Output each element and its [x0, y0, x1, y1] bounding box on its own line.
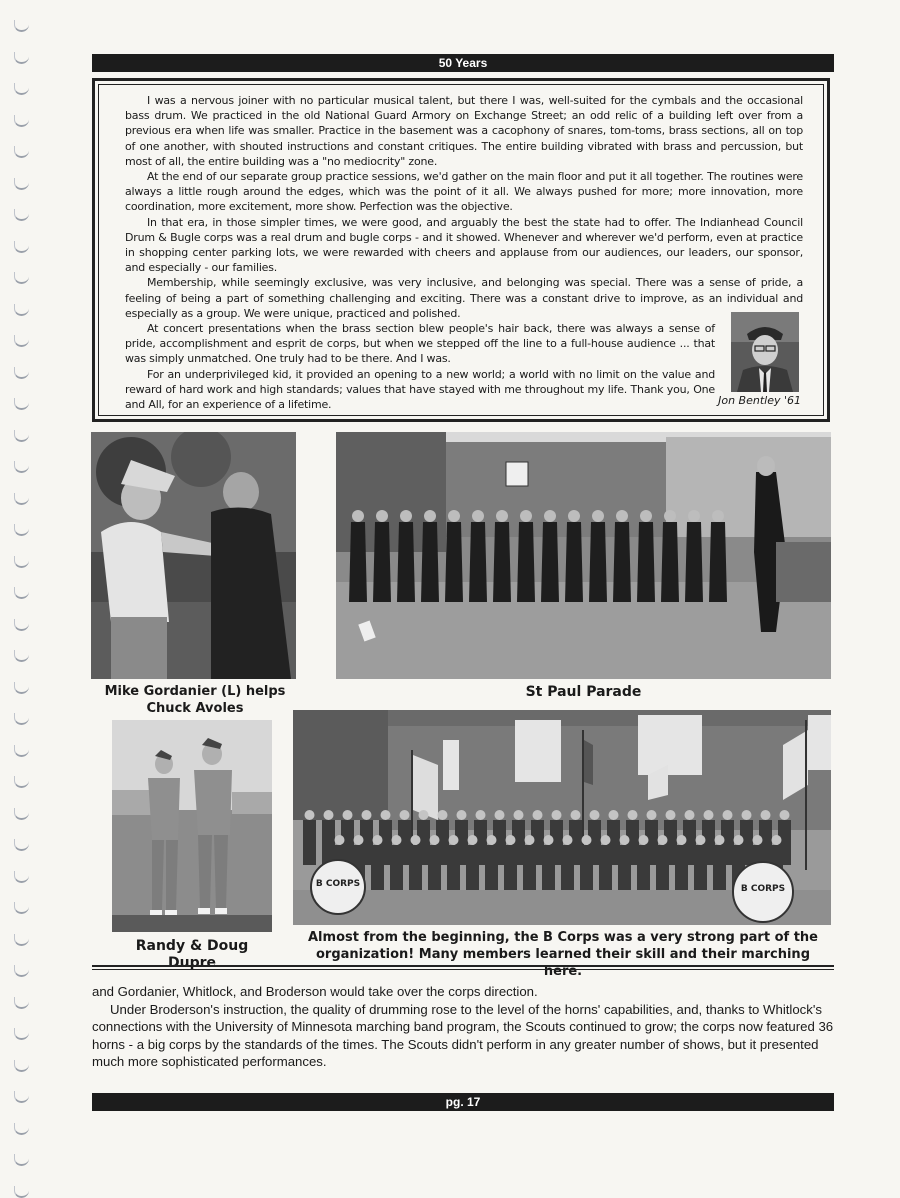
binding-ring: [14, 1028, 29, 1040]
corps-member: [303, 820, 316, 865]
binding-ring: [14, 1186, 29, 1198]
corps-member: [713, 845, 726, 890]
corps-member-head: [723, 810, 733, 820]
corps-member: [618, 845, 631, 890]
binding-ring: [14, 272, 29, 284]
corps-member-head: [343, 810, 353, 820]
caption-randy-doug-dupre: Randy & Doug Dupre: [135, 938, 249, 971]
essay-signature: Jon Bentley '61: [718, 394, 801, 407]
corps-member-head: [704, 810, 714, 820]
corps-member: [428, 845, 441, 890]
corps-member: [561, 845, 574, 890]
corps-member-head: [563, 835, 573, 845]
binding-ring: [14, 367, 29, 379]
body-text: [92, 983, 834, 1071]
randy-doug-dupre-photo: [112, 720, 272, 932]
binding-ring: [14, 556, 29, 568]
marcher-figure: [565, 522, 583, 602]
corps-member-head: [639, 835, 649, 845]
binding-ring: [14, 808, 29, 820]
page-footer-bar: [92, 1093, 834, 1111]
binding-ring: [14, 965, 29, 977]
corps-member: [371, 845, 384, 890]
corps-member-head: [761, 810, 771, 820]
corps-member-head: [628, 810, 638, 820]
corps-member: [675, 845, 688, 890]
corps-member-head: [571, 810, 581, 820]
binding-ring: [14, 335, 29, 347]
b-corps-group-photo: [293, 710, 831, 925]
binding-ring: [14, 650, 29, 662]
corps-member-head: [449, 835, 459, 845]
essay-paragraph-1: I was a nervous joiner with no particular musical talent, but there I was, well-suited for the cymbals and the occasional bass drum. We practiced in the old National Guard Armory on Exchange Street; an odd relic of a building left over from a previous era when life was smaller. Practice in the basement was a cacophony of snares, tom-toms, brass sections, all on top of one another, with shouted instructions and constant critiques. The entire building vibrated with brass and percussion, but most of all, the entire building was a "no mediocrity" zone.: [125, 94, 803, 168]
corps-member-head: [373, 835, 383, 845]
corps-member-head: [468, 835, 478, 845]
marcher-head: [496, 510, 508, 522]
spiral-binding: [14, 20, 36, 1140]
marcher-head: [352, 510, 364, 522]
binding-ring: [14, 1091, 29, 1103]
corps-member-head: [742, 810, 752, 820]
binding-ring: [14, 52, 29, 64]
corps-member-head: [362, 810, 372, 820]
essay-paragraph-4: Membership, while seemingly exclusive, was very inclusive, and belonging was special. There was a sense of pride, a feeling of being a part of something challenging and exciting. There was a constant drive to improve, as an individual and especially as a group. We were unique, practiced and polished.: [125, 276, 803, 320]
binding-ring: [14, 1060, 29, 1072]
corps-member-head: [495, 810, 505, 820]
st-paul-parade-photo: [336, 432, 831, 679]
marcher-figure: [637, 522, 655, 602]
corps-member-head: [506, 835, 516, 845]
corps-member-head: [582, 835, 592, 845]
corps-member: [523, 845, 536, 890]
essay-box: [92, 78, 830, 422]
marcher-head: [568, 510, 580, 522]
corps-member-head: [324, 810, 334, 820]
corps-member-head: [476, 810, 486, 820]
author-portrait-photo: [731, 312, 799, 392]
corps-member-head: [780, 810, 790, 820]
essay-paragraph-2: At the end of our separate group practice sessions, we'd gather on the main floor and put it all together. The routines were always a little rough around the edges, which was the point of it all. We always pushed for more; more innovation, more coordination, more excitement, more show. Perfection was the objective.: [125, 170, 803, 214]
marcher-figure: [541, 522, 559, 602]
marcher-head: [376, 510, 388, 522]
caption-b-corps: Almost from the beginning, the B Corps was a very strong part of the organization! Many members learned their skill and their marching here.: [308, 930, 818, 979]
marcher-figure: [445, 522, 463, 602]
corps-member-head: [734, 835, 744, 845]
binding-ring: [14, 524, 29, 536]
corps-member-head: [772, 835, 782, 845]
binding-ring: [14, 398, 29, 410]
corps-member: [504, 845, 517, 890]
corps-member-head: [525, 835, 535, 845]
corps-member-head: [666, 810, 676, 820]
corps-member-head: [590, 810, 600, 820]
binding-ring: [14, 745, 29, 757]
corps-member-head: [514, 810, 524, 820]
marcher-figure: [661, 522, 679, 602]
marcher-figure: [397, 522, 415, 602]
corps-member-head: [419, 810, 429, 820]
marcher-figure: [613, 522, 631, 602]
binding-ring: [14, 178, 29, 190]
marcher-figure: [493, 522, 511, 602]
caption-mike-gordanier: Mike Gordanier (L) helps Chuck Avoles: [104, 684, 286, 716]
marcher-figure: [517, 522, 535, 602]
essay-paragraph-6: For an underprivileged kid, it provided an opening to a new world; a world with no limit on the value and reward of hard work and high standards; values that have stayed with me throughout my life. Thank you, One and All, for an experience of a lifetime.: [125, 367, 715, 412]
corps-member-head: [620, 835, 630, 845]
essay-content: [98, 84, 824, 416]
corps-member: [390, 845, 403, 890]
marcher-head: [712, 510, 724, 522]
corps-member: [580, 845, 593, 890]
corps-member-head: [457, 810, 467, 820]
marcher-figure: [421, 522, 439, 602]
corps-member-head: [753, 835, 763, 845]
corps-member-head: [305, 810, 315, 820]
marcher-figure: [685, 522, 703, 602]
marcher-head: [400, 510, 412, 522]
corps-member: [542, 845, 555, 890]
corps-member: [694, 845, 707, 890]
binding-ring: [14, 713, 29, 725]
marcher-head: [640, 510, 652, 522]
corps-member-head: [601, 835, 611, 845]
binding-ring: [14, 461, 29, 473]
corps-member-head: [696, 835, 706, 845]
marcher-head: [472, 510, 484, 522]
binding-ring: [14, 839, 29, 851]
corps-member-head: [438, 810, 448, 820]
binding-ring: [14, 871, 29, 883]
page-header-title: 50 Years: [438, 56, 488, 70]
page-number: pg. 17: [445, 1095, 481, 1109]
corps-member-head: [411, 835, 421, 845]
binding-ring: [14, 304, 29, 316]
binding-ring: [14, 241, 29, 253]
marcher-figure: [709, 522, 727, 602]
drum-logo-right: B CORPS: [740, 884, 786, 894]
corps-member-head: [609, 810, 619, 820]
corps-member-head: [430, 835, 440, 845]
body-paragraph-2: Under Broderson's instruction, the quality of drumming rose to the level of the horns' capabilities, and, thanks to Whitlock's connections with the University of Minnesota marching band program, the Scouts continued to grow; the corps now featured 36 horns - a big corps by the standards of the times. The Scouts didn't perform in any greater number of shows, but it presented much more sophisticated performances.: [92, 1001, 834, 1070]
corps-member-head: [677, 835, 687, 845]
binding-ring: [14, 1154, 29, 1166]
corps-member-head: [381, 810, 391, 820]
marcher-figure: [349, 522, 367, 602]
drum-logo-left: B CORPS: [315, 879, 361, 889]
marcher-head: [664, 510, 676, 522]
corps-member-head: [533, 810, 543, 820]
marcher-head: [688, 510, 700, 522]
binding-ring: [14, 619, 29, 631]
corps-member: [466, 845, 479, 890]
corps-member-head: [354, 835, 364, 845]
corps-member-head: [487, 835, 497, 845]
corps-member: [485, 845, 498, 890]
marcher-head: [616, 510, 628, 522]
marcher-figure: [469, 522, 487, 602]
marcher-head: [520, 510, 532, 522]
binding-ring: [14, 209, 29, 221]
marcher-head: [448, 510, 460, 522]
corps-member: [656, 845, 669, 890]
binding-ring: [14, 997, 29, 1009]
mike-gordanier-photo: [91, 432, 296, 679]
corps-member-head: [400, 810, 410, 820]
corps-member-head: [685, 810, 695, 820]
binding-ring: [14, 20, 29, 32]
corps-member-head: [658, 835, 668, 845]
marcher-figure: [373, 522, 391, 602]
binding-ring: [14, 902, 29, 914]
binding-ring: [14, 115, 29, 127]
binding-ring: [14, 83, 29, 95]
corps-member-head: [647, 810, 657, 820]
body-paragraph-1: and Gordanier, Whitlock, and Broderson would take over the corps direction.: [92, 984, 538, 999]
caption-st-paul-parade: St Paul Parade: [525, 684, 642, 700]
binding-ring: [14, 682, 29, 694]
marcher-figure: [589, 522, 607, 602]
page-header-bar: [92, 54, 834, 72]
binding-ring: [14, 934, 29, 946]
corps-member-head: [544, 835, 554, 845]
corps-member-head: [335, 835, 345, 845]
binding-ring: [14, 776, 29, 788]
marcher-head: [592, 510, 604, 522]
marcher-head: [544, 510, 556, 522]
binding-ring: [14, 1123, 29, 1135]
corps-member: [637, 845, 650, 890]
corps-member-head: [715, 835, 725, 845]
binding-ring: [14, 493, 29, 505]
binding-ring: [14, 146, 29, 158]
binding-ring: [14, 587, 29, 599]
corps-member: [409, 845, 422, 890]
marcher-head: [424, 510, 436, 522]
corps-member: [447, 845, 460, 890]
section-divider: [92, 965, 834, 970]
essay-paragraph-5: At concert presentations when the brass section blew people's hair back, there was always a sense of pride, accomplishment and esprit de corps, but when we stepped off the line to a full-house audience ... that was simply unmatched. One truly had to be there. And I was.: [125, 322, 715, 366]
corps-member-head: [392, 835, 402, 845]
corps-member: [599, 845, 612, 890]
corps-member-head: [552, 810, 562, 820]
binding-ring: [14, 430, 29, 442]
essay-paragraph-3: In that era, in those simpler times, we were good, and arguably the best the state had to offer. The Indianhead Council Drum & Bugle corps was a real drum and bugle corps - and it showed. Whenever and wherever we'd perform, even at practice in shopping center parking lots, we were rewarded with cheers and applause from our audiences, our leaders, our sponsor, and especially - our families.: [125, 215, 803, 275]
